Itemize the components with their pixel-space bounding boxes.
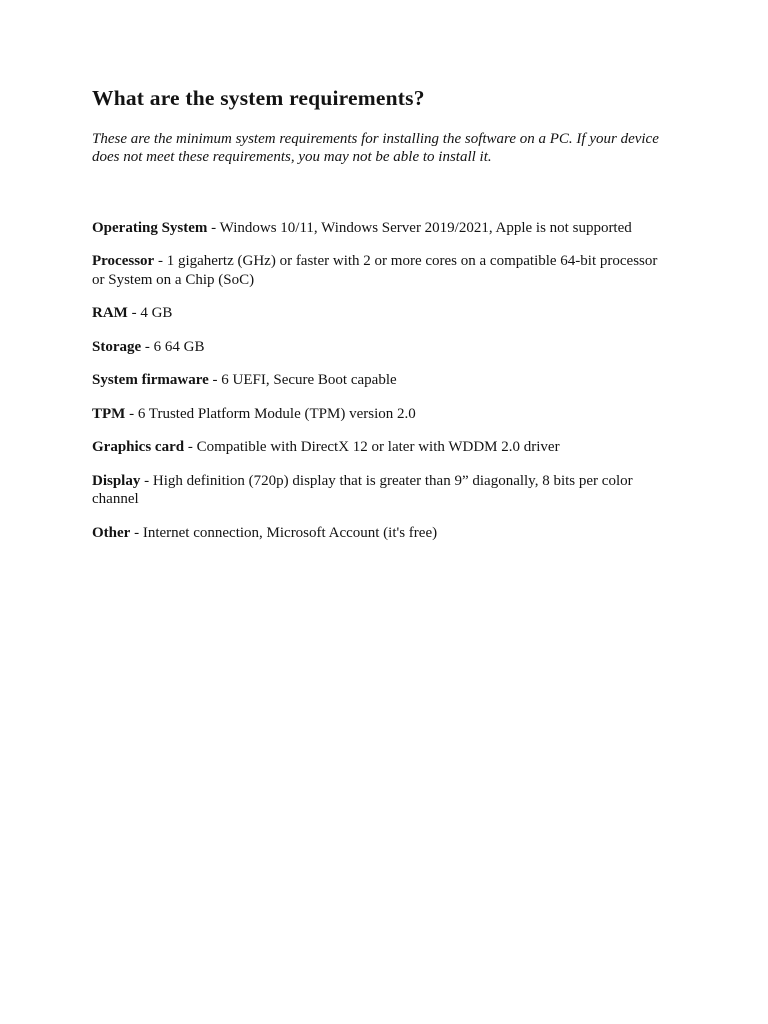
requirement-label: Other	[92, 524, 131, 541]
requirement-item-processor	[92, 252, 664, 289]
requirement-label: Storage	[92, 338, 142, 355]
requirement-value: 1 gigahertz (GHz) or faster with 2 or more cores on a compatible 64-bit processor or System on a Chip (SoC)	[92, 253, 658, 288]
requirement-item-display	[92, 472, 664, 509]
requirement-value: Internet connection, Microsoft Account (it's free)	[142, 524, 438, 541]
requirement-label: TPM	[92, 405, 126, 422]
requirement-item-ram	[92, 304, 664, 323]
requirement-label: Display	[92, 472, 141, 489]
requirement-value: 6 UEFI, Secure Boot capable	[221, 372, 397, 389]
requirement-label: System firmaware	[92, 372, 209, 389]
requirement-separator: -	[208, 372, 222, 389]
requirement-item-other	[92, 524, 664, 543]
requirement-item-tpm	[92, 405, 664, 424]
requirement-value: Windows 10/11, Windows Server 2019/2021, Apple is not supported	[219, 219, 632, 236]
requirement-label: Processor	[92, 253, 155, 270]
requirement-separator: -	[141, 338, 154, 355]
requirement-separator: -	[127, 305, 141, 322]
requirement-value: 6 Trusted Platform Module (TPM) version 2.0	[137, 405, 416, 422]
requirement-value: Compatible with DirectX 12 or later with WDDM 2.0 driver	[196, 439, 560, 456]
requirement-value: High definition (720p) display that is greater than 9” diagonally, 8 bits per color channel	[92, 472, 633, 508]
requirement-label: RAM	[92, 305, 128, 322]
requirement-label: Operating System	[92, 219, 208, 236]
requirement-separator: -	[140, 472, 153, 489]
requirement-value: 4 GB	[140, 305, 173, 322]
requirement-separator: -	[130, 524, 143, 541]
requirement-separator: -	[125, 405, 138, 422]
requirement-label: Graphics card	[92, 439, 185, 456]
page-title: What are the system requirements?	[92, 86, 425, 110]
requirement-separator: -	[184, 439, 197, 456]
requirement-item-storage	[92, 338, 664, 357]
requirement-item-graphics-card	[92, 438, 664, 457]
requirement-value: 6 64 GB	[153, 338, 205, 355]
requirement-separator: -	[207, 219, 220, 236]
requirement-separator: -	[154, 253, 167, 270]
intro-paragraph: These are the minimum system requirements for installing the software on a PC. If your device does not meet these requirements, you may not be able to install it.	[92, 130, 659, 166]
requirement-item-operating-system	[92, 219, 664, 238]
requirement-item-system-firmware	[92, 371, 664, 390]
requirements-list	[92, 219, 664, 543]
